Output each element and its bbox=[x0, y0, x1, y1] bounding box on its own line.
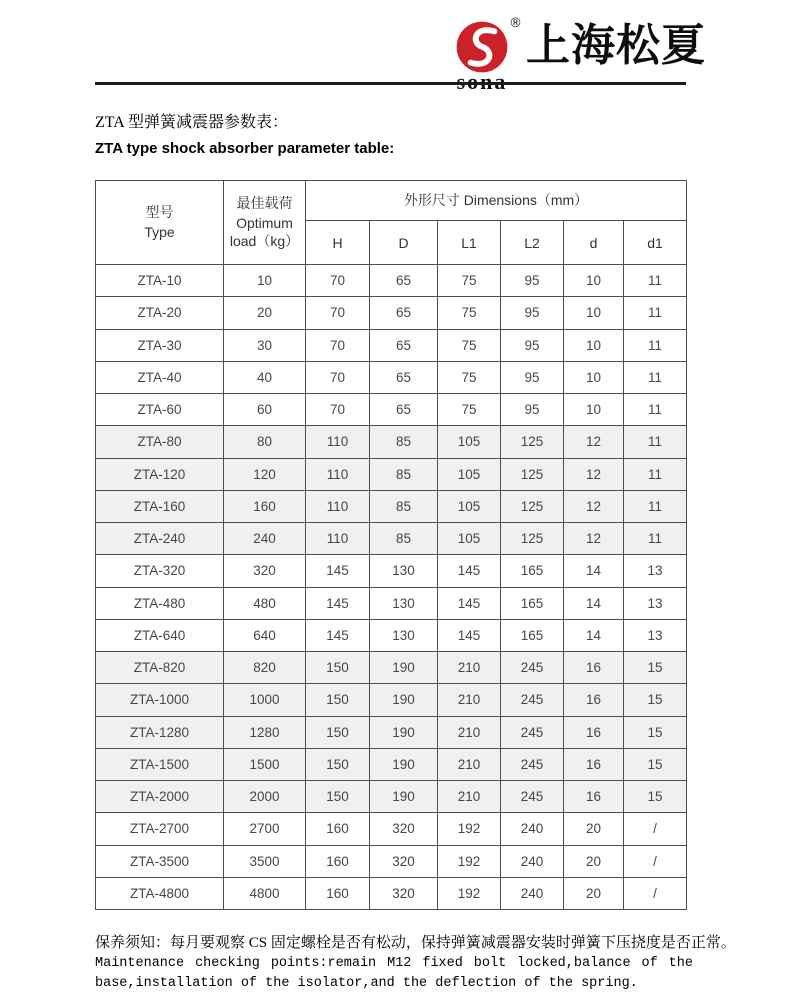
header-dim-d: d bbox=[564, 221, 624, 265]
cell-type: ZTA-320 bbox=[96, 555, 224, 587]
table-row bbox=[96, 684, 687, 716]
table-row bbox=[96, 458, 687, 490]
note-zh: 保养须知：每月要观察 CS 固定螺栓是否有松动，保持弹簧减震器安装时弹簧下压挠度是否正常。 bbox=[95, 935, 736, 951]
cell-type: ZTA-30 bbox=[96, 329, 224, 361]
table-cell: 12 bbox=[564, 490, 624, 522]
note-en-line2: base,installation of the isolator,and the deflection of the spring. bbox=[95, 976, 638, 991]
table-cell: 16 bbox=[564, 781, 624, 813]
table-cell: 245 bbox=[501, 781, 564, 813]
table-cell: 640 bbox=[224, 619, 306, 651]
table-cell: 150 bbox=[306, 652, 370, 684]
title-en: ZTA type shock absorber parameter table: bbox=[95, 140, 395, 157]
cell-type: ZTA-2700 bbox=[96, 813, 224, 845]
cell-type: ZTA-480 bbox=[96, 587, 224, 619]
cell-type: ZTA-10 bbox=[96, 265, 224, 297]
table-cell: 190 bbox=[370, 748, 438, 780]
table-cell: 165 bbox=[501, 587, 564, 619]
cell-type: ZTA-1000 bbox=[96, 684, 224, 716]
table-cell: 125 bbox=[501, 523, 564, 555]
table-cell: 210 bbox=[438, 781, 501, 813]
table-cell: 145 bbox=[306, 555, 370, 587]
table-cell: 145 bbox=[438, 555, 501, 587]
table-cell: 70 bbox=[306, 329, 370, 361]
table-row bbox=[96, 426, 687, 458]
table-cell: 240 bbox=[501, 877, 564, 909]
cell-type: ZTA-4800 bbox=[96, 877, 224, 909]
table-cell: 30 bbox=[224, 329, 306, 361]
table-cell: 11 bbox=[624, 458, 687, 490]
table-cell: 160 bbox=[306, 813, 370, 845]
table-cell: 12 bbox=[564, 458, 624, 490]
header-divider bbox=[95, 82, 686, 85]
table-cell: 110 bbox=[306, 490, 370, 522]
table-cell: 320 bbox=[370, 845, 438, 877]
table-cell: 150 bbox=[306, 684, 370, 716]
page-content bbox=[95, 112, 736, 994]
header-type-en: Type bbox=[144, 224, 175, 240]
table-cell: 165 bbox=[501, 555, 564, 587]
table-cell: 145 bbox=[306, 587, 370, 619]
table-cell: 11 bbox=[624, 426, 687, 458]
table-cell: 245 bbox=[501, 748, 564, 780]
table-cell: 2000 bbox=[224, 781, 306, 813]
table-cell: 10 bbox=[564, 297, 624, 329]
table-cell: 75 bbox=[438, 329, 501, 361]
table-cell: 145 bbox=[438, 619, 501, 651]
table-cell: 125 bbox=[501, 490, 564, 522]
table-cell: 240 bbox=[501, 845, 564, 877]
table-cell: 1500 bbox=[224, 748, 306, 780]
table-cell: 160 bbox=[306, 845, 370, 877]
table-row bbox=[96, 748, 687, 780]
table-cell: 130 bbox=[370, 555, 438, 587]
table-cell: 13 bbox=[624, 587, 687, 619]
table-cell: 150 bbox=[306, 748, 370, 780]
table-cell: 3500 bbox=[224, 845, 306, 877]
table-cell: 110 bbox=[306, 458, 370, 490]
table-cell: 70 bbox=[306, 361, 370, 393]
table-row bbox=[96, 523, 687, 555]
table-cell: 240 bbox=[224, 523, 306, 555]
table-cell: 85 bbox=[370, 523, 438, 555]
parameter-table bbox=[95, 180, 687, 910]
table-cell: 190 bbox=[370, 684, 438, 716]
table-cell: 145 bbox=[438, 587, 501, 619]
table-cell: 12 bbox=[564, 523, 624, 555]
table-cell: 70 bbox=[306, 297, 370, 329]
table-cell: 75 bbox=[438, 297, 501, 329]
table-cell: 11 bbox=[624, 265, 687, 297]
table-row bbox=[96, 394, 687, 426]
table-cell: 320 bbox=[370, 877, 438, 909]
table-cell: 11 bbox=[624, 523, 687, 555]
table-cell: 210 bbox=[438, 716, 501, 748]
table-cell: 65 bbox=[370, 297, 438, 329]
header-dim-l2: L2 bbox=[501, 221, 564, 265]
registered-trademark-icon: ® bbox=[509, 16, 522, 31]
table-cell: / bbox=[624, 813, 687, 845]
table-cell: 15 bbox=[624, 781, 687, 813]
table-cell: 210 bbox=[438, 748, 501, 780]
table-cell: 13 bbox=[624, 555, 687, 587]
cell-type: ZTA-120 bbox=[96, 458, 224, 490]
table-row bbox=[96, 555, 687, 587]
table-cell: 820 bbox=[224, 652, 306, 684]
table-cell: 160 bbox=[224, 490, 306, 522]
table-cell: 320 bbox=[370, 813, 438, 845]
header-dimensions bbox=[306, 181, 687, 221]
table-cell: 20 bbox=[224, 297, 306, 329]
table-cell: 16 bbox=[564, 684, 624, 716]
header-dim-d: D bbox=[370, 221, 438, 265]
table-cell: 2700 bbox=[224, 813, 306, 845]
table-cell: 192 bbox=[438, 845, 501, 877]
cell-type: ZTA-640 bbox=[96, 619, 224, 651]
table-cell: 75 bbox=[438, 265, 501, 297]
cell-type: ZTA-60 bbox=[96, 394, 224, 426]
title-zh: ZTA 型弹簧减震器参数表： bbox=[95, 114, 288, 131]
cell-type: ZTA-160 bbox=[96, 490, 224, 522]
table-body bbox=[96, 265, 687, 910]
company-name: 上海松夏 bbox=[526, 21, 706, 70]
table-cell: 210 bbox=[438, 652, 501, 684]
table-cell: 105 bbox=[438, 523, 501, 555]
table-cell: / bbox=[624, 845, 687, 877]
table-cell: 165 bbox=[501, 619, 564, 651]
table-cell: 192 bbox=[438, 877, 501, 909]
table-cell: 70 bbox=[306, 265, 370, 297]
table-cell: 245 bbox=[501, 716, 564, 748]
table-cell: 85 bbox=[370, 490, 438, 522]
table-cell: 10 bbox=[564, 361, 624, 393]
table-cell: 60 bbox=[224, 394, 306, 426]
header-load-zh: 最佳载荷 bbox=[236, 197, 293, 212]
table-cell: 10 bbox=[224, 265, 306, 297]
table-row bbox=[96, 652, 687, 684]
table-cell: 4800 bbox=[224, 877, 306, 909]
table-cell: 15 bbox=[624, 748, 687, 780]
table-row bbox=[96, 329, 687, 361]
table-cell: 150 bbox=[306, 716, 370, 748]
table-cell: 65 bbox=[370, 329, 438, 361]
table-cell: 130 bbox=[370, 619, 438, 651]
table-cell: 16 bbox=[564, 716, 624, 748]
cell-type: ZTA-3500 bbox=[96, 845, 224, 877]
note-en-line1: Maintenance checking points:remain M12 fixed bolt locked,balance of the bbox=[95, 956, 693, 971]
table-cell: 1000 bbox=[224, 684, 306, 716]
table-cell: 245 bbox=[501, 684, 564, 716]
table-cell: 75 bbox=[438, 361, 501, 393]
table-cell: 95 bbox=[501, 297, 564, 329]
table-row bbox=[96, 716, 687, 748]
table-cell: 105 bbox=[438, 490, 501, 522]
header-dim-l1: L1 bbox=[438, 221, 501, 265]
table-cell: 14 bbox=[564, 587, 624, 619]
table-cell: 10 bbox=[564, 394, 624, 426]
header-dimensions-zh: 外形尺寸 bbox=[403, 193, 460, 209]
table-row bbox=[96, 297, 687, 329]
table-cell: 145 bbox=[306, 619, 370, 651]
table-cell: 20 bbox=[564, 877, 624, 909]
table-cell: 65 bbox=[370, 265, 438, 297]
cell-type: ZTA-240 bbox=[96, 523, 224, 555]
cell-type: ZTA-40 bbox=[96, 361, 224, 393]
table-cell: 110 bbox=[306, 426, 370, 458]
table-cell: 95 bbox=[501, 329, 564, 361]
table-cell: 85 bbox=[370, 458, 438, 490]
cell-type: ZTA-20 bbox=[96, 297, 224, 329]
table-cell: 11 bbox=[624, 361, 687, 393]
table-cell: 95 bbox=[501, 361, 564, 393]
table-cell: 240 bbox=[501, 813, 564, 845]
table-cell: 1280 bbox=[224, 716, 306, 748]
table-cell: 16 bbox=[564, 652, 624, 684]
table-cell: 13 bbox=[624, 619, 687, 651]
table-cell: / bbox=[624, 877, 687, 909]
table-cell: 320 bbox=[224, 555, 306, 587]
cell-type: ZTA-80 bbox=[96, 426, 224, 458]
table-cell: 12 bbox=[564, 426, 624, 458]
table-cell: 95 bbox=[501, 265, 564, 297]
table-cell: 11 bbox=[624, 329, 687, 361]
table-cell: 192 bbox=[438, 813, 501, 845]
header-dim-h: H bbox=[306, 221, 370, 265]
table-cell: 160 bbox=[306, 877, 370, 909]
table-cell: 245 bbox=[501, 652, 564, 684]
logo-mark-wrap bbox=[450, 12, 522, 93]
table-row bbox=[96, 361, 687, 393]
table-cell: 16 bbox=[564, 748, 624, 780]
table-cell: 105 bbox=[438, 458, 501, 490]
table-cell: 65 bbox=[370, 361, 438, 393]
header-dim-d1: d1 bbox=[624, 221, 687, 265]
table-cell: 125 bbox=[501, 426, 564, 458]
table-row bbox=[96, 813, 687, 845]
table-cell: 11 bbox=[624, 490, 687, 522]
table-cell: 480 bbox=[224, 587, 306, 619]
table-cell: 14 bbox=[564, 619, 624, 651]
table-cell: 120 bbox=[224, 458, 306, 490]
header-dimensions-en: Dimensions（mm） bbox=[463, 191, 589, 208]
table-row bbox=[96, 877, 687, 909]
company-logo bbox=[450, 12, 706, 93]
table-cell: 110 bbox=[306, 523, 370, 555]
table-cell: 210 bbox=[438, 684, 501, 716]
table-row bbox=[96, 587, 687, 619]
table-cell: 15 bbox=[624, 652, 687, 684]
table-cell: 190 bbox=[370, 716, 438, 748]
table-row bbox=[96, 781, 687, 813]
table-cell: 11 bbox=[624, 297, 687, 329]
table-cell: 15 bbox=[624, 716, 687, 748]
table-cell: 11 bbox=[624, 394, 687, 426]
table-cell: 150 bbox=[306, 781, 370, 813]
table-row bbox=[96, 619, 687, 651]
table-cell: 190 bbox=[370, 781, 438, 813]
table-cell: 20 bbox=[564, 845, 624, 877]
table-cell: 70 bbox=[306, 394, 370, 426]
table-cell: 40 bbox=[224, 361, 306, 393]
table-cell: 75 bbox=[438, 394, 501, 426]
cell-type: ZTA-820 bbox=[96, 652, 224, 684]
header-load bbox=[224, 181, 306, 265]
cell-type: ZTA-2000 bbox=[96, 781, 224, 813]
table-cell: 105 bbox=[438, 426, 501, 458]
cell-type: ZTA-1500 bbox=[96, 748, 224, 780]
table-cell: 85 bbox=[370, 426, 438, 458]
table-cell: 95 bbox=[501, 394, 564, 426]
table-cell: 125 bbox=[501, 458, 564, 490]
table-cell: 130 bbox=[370, 587, 438, 619]
header-load-en: Optimum load（kg） bbox=[229, 215, 300, 249]
table-cell: 15 bbox=[624, 684, 687, 716]
table-cell: 190 bbox=[370, 652, 438, 684]
table-row bbox=[96, 265, 687, 297]
cell-type: ZTA-1280 bbox=[96, 716, 224, 748]
table-cell: 10 bbox=[564, 329, 624, 361]
table-cell: 65 bbox=[370, 394, 438, 426]
header-type bbox=[96, 181, 224, 265]
table-cell: 20 bbox=[564, 813, 624, 845]
sona-logo-icon bbox=[455, 20, 509, 74]
table-cell: 10 bbox=[564, 265, 624, 297]
table-cell: 80 bbox=[224, 426, 306, 458]
table-row bbox=[96, 490, 687, 522]
header-type-zh: 型号 bbox=[145, 206, 174, 221]
maintenance-notes bbox=[95, 933, 736, 994]
table-row bbox=[96, 845, 687, 877]
table-cell: 14 bbox=[564, 555, 624, 587]
